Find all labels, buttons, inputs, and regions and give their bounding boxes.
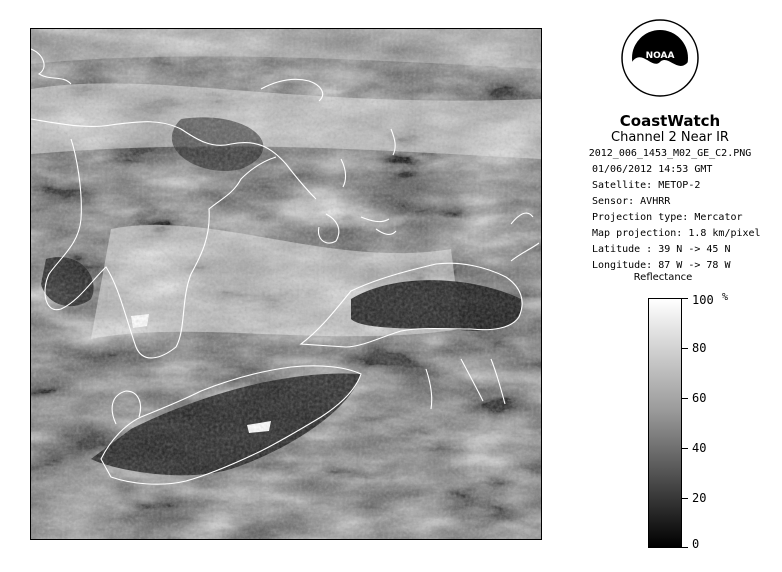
satellite-imagery: [31, 29, 541, 539]
satellite-info: Satellite: METOP-2: [592, 180, 701, 191]
projection-type: Projection type: Mercator: [592, 212, 743, 223]
sensor-info: Sensor: AVHRR: [592, 196, 671, 207]
noaa-logo: [620, 18, 700, 98]
map-projection: Map projection: 1.8 km/pixel: [592, 228, 761, 239]
colorbar-tick-label: 0: [692, 537, 700, 551]
colorbar-tick-label: 100: [692, 293, 714, 307]
colorbar-tick-mark: [682, 448, 688, 449]
scale-unit: %: [722, 292, 729, 303]
logo-text: NOAA: [645, 51, 675, 61]
colorbar-tick-mark: [682, 498, 688, 499]
colorbar-tick-label: 40: [692, 441, 707, 455]
imagery-grain: [31, 29, 541, 539]
product-title: CoastWatch: [619, 112, 721, 130]
file-name: 2012_006_1453_M02_GE_C2.PNG: [588, 148, 752, 159]
colorbar-tick-label: 20: [692, 491, 707, 505]
colorbar-tick-mark: [682, 547, 688, 548]
colorbar-tick-mark: [682, 348, 688, 349]
colorbar-tick-mark: [682, 398, 688, 399]
scale-title: Reflectance: [633, 272, 693, 283]
colorbar-ticks: [682, 293, 742, 551]
colorbar-tick-label: 60: [692, 391, 707, 405]
date-time: 01/06/2012 14:53 GMT: [592, 164, 713, 175]
channel-title: Channel 2 Near IR: [611, 130, 729, 145]
satellite-map: [30, 28, 542, 540]
longitude-range: Longitude: 87 W -> 78 W: [592, 260, 731, 271]
reflectance-colorbar: [648, 298, 682, 548]
colorbar-tick-label: 80: [692, 341, 707, 355]
colorbar-tick-mark: [682, 298, 688, 299]
latitude-range: Latitude : 39 N -> 45 N: [592, 244, 731, 255]
